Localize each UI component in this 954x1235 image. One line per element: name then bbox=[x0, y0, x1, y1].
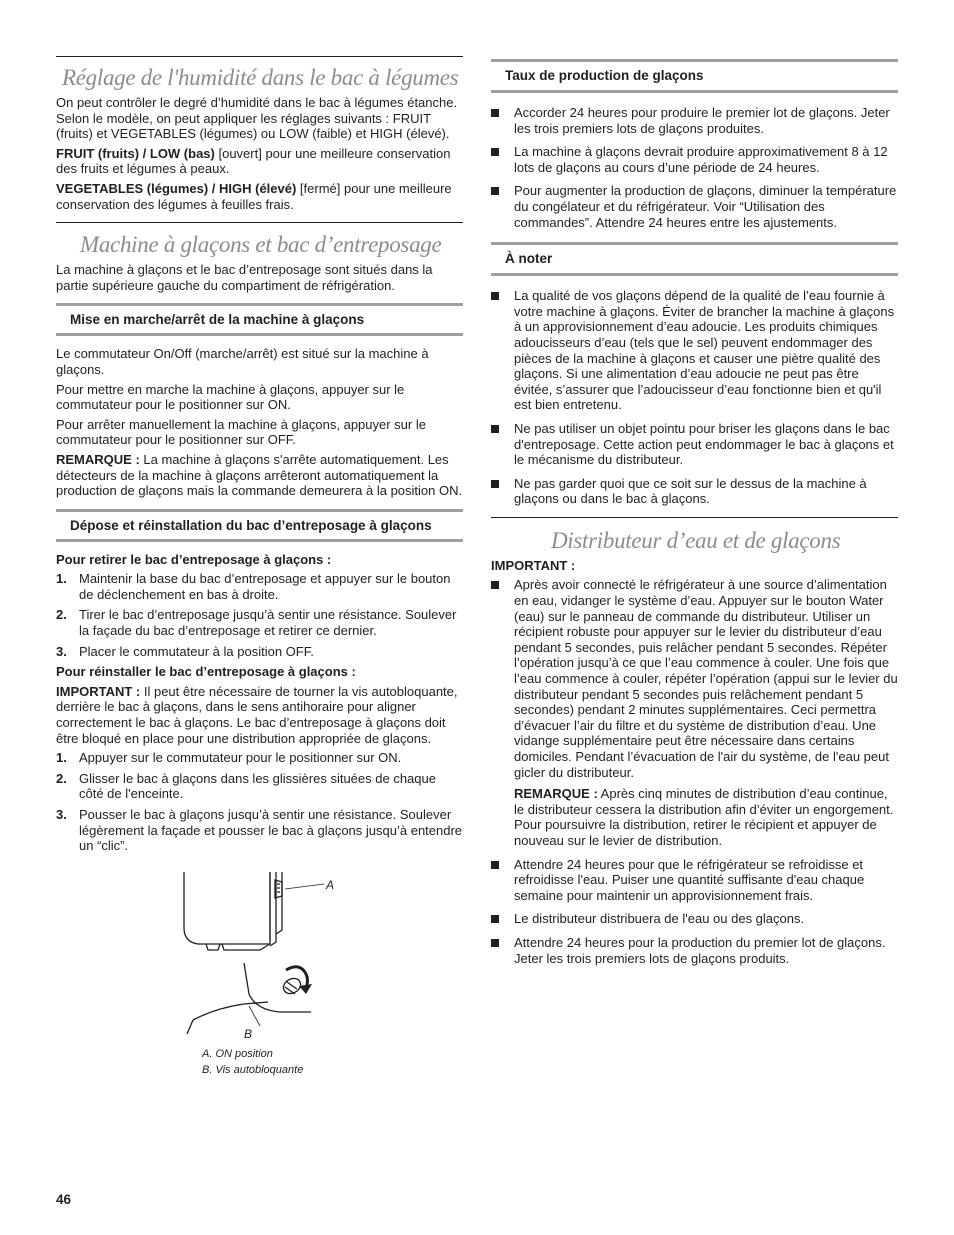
important-text: Il peut être nécessaire de tourner la vis autobloquante, derrière le bac à glaçons, dans le sens antihoraire pour aligner correctement le bac à glaçons. Le bac d’entreposage à glaçons doit être bloqué en place pour une distribution appropriée de glaçons. bbox=[56, 683, 458, 746]
list-item: 3. Pousser le bac à glaçons jusqu’à sentir une résistance. Soulever légèrement la façade et pousser le bac à glaçons jusqu’à entendre un “clic”. bbox=[56, 807, 463, 854]
reinstall-bin-steps bbox=[56, 750, 463, 854]
list-item: 2. Glisser le bac à glaçons dans les glissières situées de chaque côté de l'enceinte. bbox=[56, 770, 436, 802]
icemaker-figure bbox=[56, 870, 463, 1046]
list-item: Ne pas garder quoi que ce soit sur le dessus de la machine à glaçons ou dans le bac à glaçons. bbox=[491, 476, 898, 507]
humidity-vegetables-setting bbox=[56, 181, 463, 212]
fruit-text: [ouvert] pour une meilleure conservation des fruits et légumes à peaux. bbox=[56, 145, 451, 177]
list-item: Pour augmenter la production de glaçons, diminuer la température du congélateur et du réfrigérateur. Voir “Utilisation des commandes”. Attendre 24 heures entre les ajustements. bbox=[491, 183, 898, 230]
subhead-bin-removal: Dépose et réinstallation du bac d’entreposage à glaçons bbox=[56, 509, 463, 542]
humidity-section-title: Réglage de l'humidité dans le bac à légumes bbox=[62, 65, 459, 90]
list-item: 3. Placer le commutateur à la position OFF. bbox=[56, 643, 314, 659]
remarque-label: REMARQUE : bbox=[56, 451, 140, 467]
list-item: Ne pas utiliser un objet pointu pour briser les glaçons dans le bac d'entreposage. Cette action peut endommager le bac à glaçons et le mécanisme du distributeur. bbox=[491, 421, 898, 468]
production-rate-list bbox=[491, 105, 898, 230]
list-item: La machine à glaçons devrait produire approximativement 8 à 12 lots de glaçons au cours d’une période de 24 heures. bbox=[491, 144, 898, 175]
subhead-production-rate: Taux de production de glaçons bbox=[491, 59, 898, 93]
icemaker-section-title: Machine à glaçons et bac d’entreposage bbox=[80, 232, 442, 258]
important-label: IMPORTANT : bbox=[56, 683, 141, 699]
list-item: Après avoir connecté le réfrigérateur à une source d’alimentation en eau, vidanger le système d’eau. Appuyer sur le bouton Water (eau) sur le panneau de commande du distributeur. Utiliser un récipient robuste pour appuyer sur le levier du distributeur d’eau pendant 5 secondes, puis relâcher pendant 5 secondes. Répéter l’opération jusqu’à ce que l’eau commence à couler. Une fois que l’eau commence à couler, répéter l’opération (appui sur le levier du distributeur pendant 5 secondes puis relâchement pendant 5 secondes) pendant 2 minutes supplémentaires. Ceci permettra d’évacuer l’air du filtre et du système de distribution d’eau. Une vidange supplémentaire peut être nécessaire dans certains domiciles. Pendant l’évacuation de l'air du système, de l'eau peut gicler du distributeur. bbox=[491, 577, 898, 780]
bullet-icon bbox=[491, 425, 499, 433]
dispenser-list bbox=[491, 577, 898, 780]
vegetables-text: [fermé] pour une meilleure conservation des légumes à feuilles frais. bbox=[56, 180, 452, 212]
list-item: Accorder 24 heures pour produire le premier lot de glaçons. Jeter les trois premiers lots de glaçons produites. bbox=[491, 105, 898, 136]
dispenser-section-title: Distributeur d’eau et de glaçons bbox=[551, 527, 841, 553]
bullet-icon bbox=[491, 187, 499, 195]
bullet-icon bbox=[491, 480, 499, 488]
remove-bin-heading: Pour retirer le bac d’entreposage à glaçons : bbox=[56, 551, 332, 567]
list-item: La qualité de vos glaçons dépend de la qualité de l’eau fournie à votre machine à glaçons. Éviter de brancher la machine à glaçons à un approvisionnement d’eau adoucie. Les produits chimiques adoucisseurs d’eau (tels que le sel) peuvent endommager des pièces de la machine à glaçons et causer une piètre qualité des glaçons. Si une alimentation d’eau adoucie ne peut pas être évitée, s’assurer que l’adoucisseur d’eau fonctionne bien et qu'il est bien entretenu. bbox=[491, 288, 898, 413]
section-rule bbox=[56, 56, 463, 57]
vegetables-label: VEGETABLES (légumes) / HIGH (élevé) bbox=[56, 180, 297, 196]
page-number: 46 bbox=[56, 1192, 72, 1207]
switch-off-text: Pour arrêter manuellement la machine à glaçons, appuyer sur le commutateur pour le positionner sur OFF. bbox=[56, 416, 426, 448]
bullet-icon bbox=[491, 109, 499, 117]
remarque-note bbox=[56, 452, 463, 499]
remarque-text: La machine à glaçons s'arrête automatiquement. Les détecteurs de la machine à glaçons arrêteront automatiquement la production de glaçons mais la commande demeurera à la position ON. bbox=[56, 451, 463, 499]
bullet-icon bbox=[491, 581, 499, 589]
dispenser-remarque-label: REMARQUE : bbox=[514, 786, 598, 802]
figure-caption-a: A. ON position bbox=[202, 1047, 273, 1060]
bullet-icon bbox=[491, 292, 499, 300]
dispenser-remarque bbox=[491, 786, 898, 848]
list-item: 1. Maintenir la base du bac d’entreposage et appuyer sur le bouton de déclenchement en bas à droite. bbox=[56, 571, 451, 602]
bullet-icon bbox=[491, 915, 499, 923]
list-item: 2. Tirer le bac d’entreposage jusqu’à sentir une résistance. Soulever la façade du bac d’entreposage et retirer ce dernier. bbox=[56, 607, 457, 639]
dispenser-important-label: IMPORTANT : bbox=[491, 557, 576, 573]
reinstall-bin-heading: Pour réinstaller le bac d’entreposage à glaçons : bbox=[56, 664, 356, 680]
subhead-on-off: Mise en marche/arrêt de la machine à glaçons bbox=[56, 303, 463, 336]
icemaker-diagram-icon bbox=[56, 870, 463, 1046]
left-column bbox=[56, 56, 463, 1078]
switch-on-text: Pour mettre en marche la machine à glaçons, appuyer sur le commutateur pour le positionner sur ON. bbox=[56, 381, 405, 413]
switch-location-text: Le commutateur On/Off (marche/arrêt) est situé sur la machine à glaçons. bbox=[56, 346, 429, 377]
list-item: 1. Appuyer sur le commutateur pour le positionner sur ON. bbox=[56, 750, 402, 766]
list-item: Attendre 24 heures pour que le réfrigérateur se refroidisse et refroidisse l'eau. Puiser une quantité suffisante d'eau chaque semaine pour maintenir un approvisionnement frais. bbox=[491, 857, 898, 904]
subhead-note: À noter bbox=[491, 242, 898, 276]
figure-label-a: A bbox=[326, 877, 335, 892]
bullet-icon bbox=[491, 939, 499, 947]
humidity-intro: On peut contrôler le degré d’humidité dans le bac à légumes étanche. Selon le modèle, on peut appliquer les réglages suivants : FRUIT (fruits) et VEGETABLES (légumes) ou LOW (faible) et HIGH (élevé). bbox=[56, 95, 458, 142]
note-list bbox=[491, 288, 898, 507]
list-item: Le distributeur distribuera de l'eau ou des glaçons. bbox=[491, 911, 898, 927]
icemaker-intro: La machine à glaçons et le bac d’entreposage sont situés dans la partie supérieure gauche du compartiment de réfrigération. bbox=[56, 262, 433, 293]
section-rule bbox=[491, 517, 898, 518]
figure-caption-b: B. Vis autobloquante bbox=[202, 1063, 304, 1076]
bullet-icon bbox=[491, 148, 499, 156]
remove-bin-steps bbox=[56, 571, 463, 659]
bullet-icon bbox=[491, 861, 499, 869]
right-column bbox=[491, 59, 898, 974]
fruit-label: FRUIT (fruits) / LOW (bas) bbox=[56, 145, 215, 161]
dispenser-list-more bbox=[491, 857, 898, 967]
dispenser-remarque-text: Après cinq minutes de distribution d’eau continue, le distributeur cessera la distribution afin d’éviter un engorgement. Pour poursuivre la distribution, retirer le récipient et appuyer de nouveau sur le levier de distribution. bbox=[514, 786, 894, 848]
section-rule bbox=[56, 222, 463, 223]
figure-label-b: B bbox=[244, 1026, 253, 1041]
important-note bbox=[56, 684, 463, 746]
list-item: Attendre 24 heures pour la production du premier lot de glaçons. Jeter les trois premiers lots de glaçons produits. bbox=[491, 935, 898, 966]
humidity-fruit-setting bbox=[56, 146, 463, 177]
